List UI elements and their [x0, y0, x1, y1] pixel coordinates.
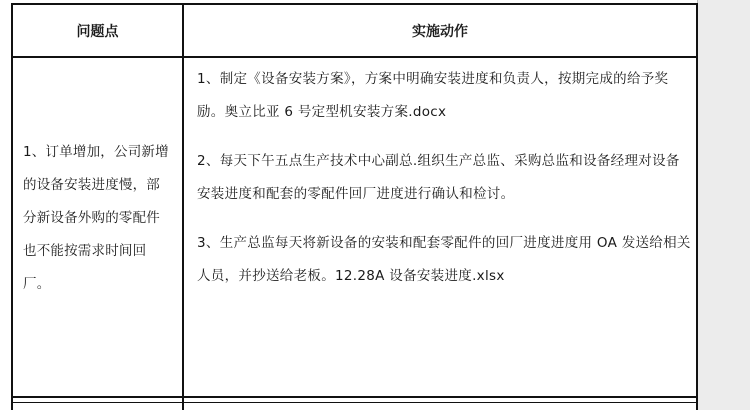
page-margin-area	[698, 0, 750, 410]
action-item-3[interactable]: 3、生产总监每天将新设备的安装和配套零配件的回厂进度进度用 OA 发送给相关人员，并抄送给老板。12.28A 设备安装进度.xlsx	[197, 235, 691, 284]
action-item-2[interactable]: 2、每天下午五点生产技术中心副总.组织生产总监、采购总监和设备经理对设备安装进度和配套的零配件回厂进度进行确认和检讨。	[197, 153, 680, 202]
actions-cell[interactable]	[197, 63, 693, 293]
action-item-1[interactable]: 1、制定《设备安装方案》，方案中明确安装进度和负责人，按期完成的给予奖励。奥立比亚 6 号定型机安装方案.docx	[197, 71, 669, 120]
header-actions: 实施动作	[412, 23, 468, 40]
issue-cell[interactable]: 1、订单增加，公司新增的设备安装进度慢，部分新设备外购的零配件也不能按需求时间回厂。	[23, 144, 169, 292]
table-border-left	[11, 3, 13, 410]
header-issue: 问题点	[76, 23, 119, 40]
table-border-right	[696, 3, 698, 410]
table-column-divider	[182, 3, 184, 410]
table-header-divider	[11, 56, 698, 58]
table-next-row-border	[11, 402, 698, 403]
document-table	[11, 3, 698, 410]
table-row-divider	[11, 396, 698, 398]
